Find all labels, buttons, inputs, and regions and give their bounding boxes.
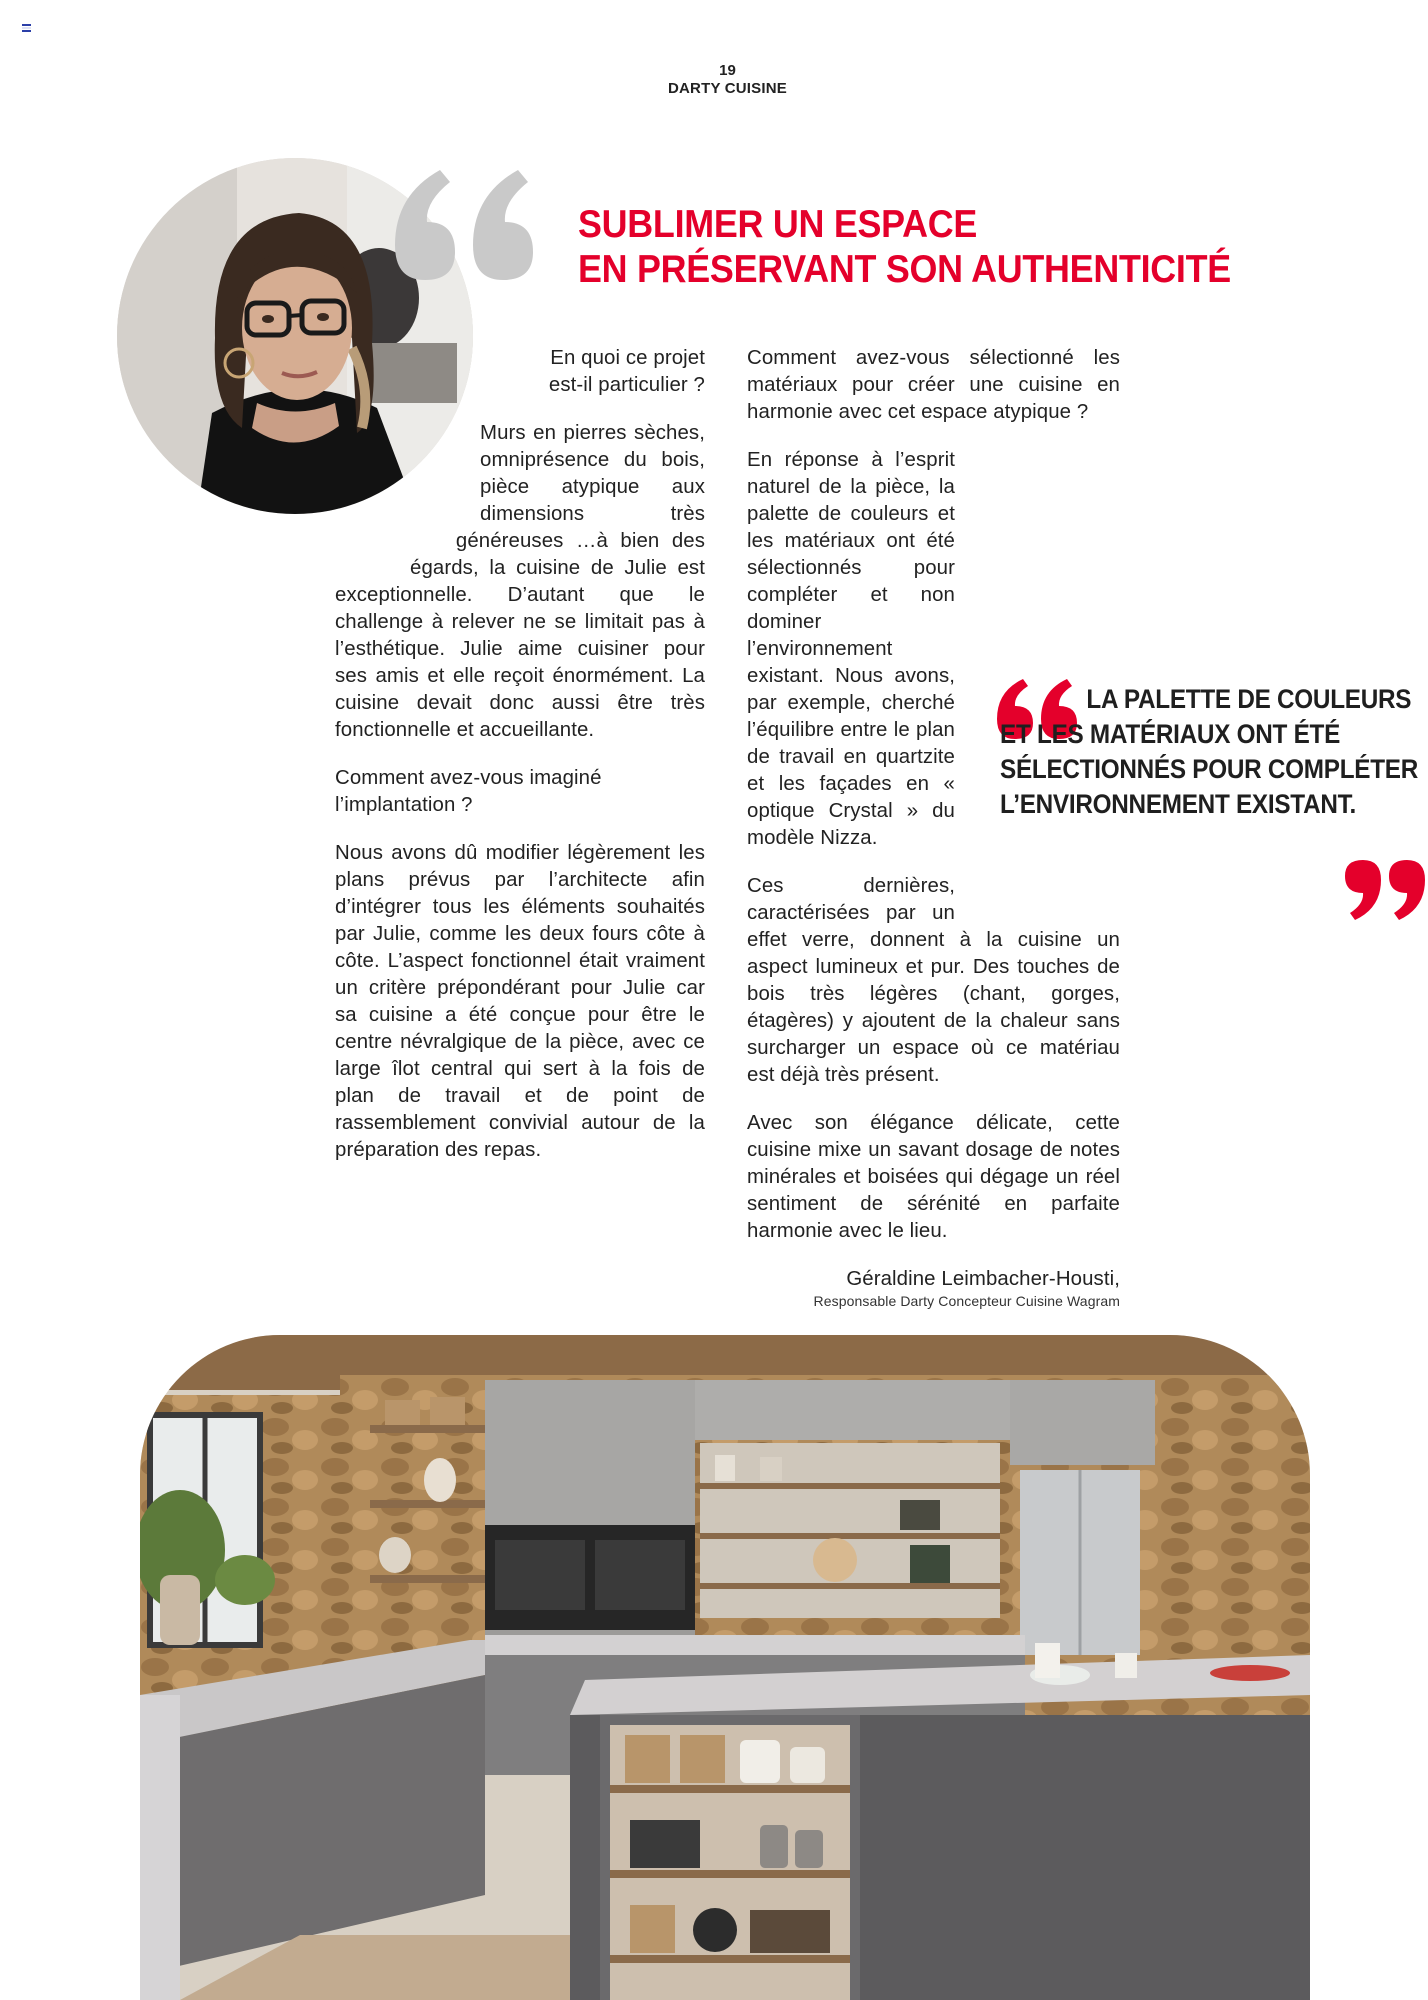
question-3: Comment avez-vous sélectionné les matériaux pour créer une cuisine en harmonie avec cet espace atypique ?: [747, 347, 1120, 423]
headline-line-1: SUBLIMER UN ESPACE: [578, 203, 978, 246]
section-title: DARTY CUISINE: [667, 80, 787, 97]
pull-quote-text: [1000, 682, 1419, 822]
kitchen-photo: [140, 1335, 1310, 2000]
answer-4: Ces dernières, caractérisées par un effet verre, donnent à la cuisine un aspect lumineux et pur. Des touches de bois très légères (chant, gorges, étagères) y ajoutent de la chaleur sans surcharger un espace où ce matériau est déjà très présent.: [747, 875, 1120, 1086]
pull-quote-line-1: LA PALETTE DE COULEURS: [1086, 684, 1412, 714]
question-2: Comment avez-vous imaginé l’implantation ?: [335, 767, 602, 816]
answer-2: Nous avons dû modifier légèrement les plans prévus par l’architecte afin d’intégrer tous les éléments souhaités par Julie, comme les deux fours côte à côte. L’aspect fonctionnel était vraiment un critère prépondérant pour Julie car sa cuisine a été conçue pour être le centre névralgique de la pièce, avec ce large îlot central qui sert à la fois de plan de travail et de point de rassemblement convivial autour de la préparation des repas.: [335, 842, 705, 1161]
article-column-1: [335, 345, 705, 1164]
question-1-line-2: est-il particulier ?: [548, 374, 705, 396]
headline: [578, 202, 1231, 292]
close-quote-icon: [1345, 860, 1428, 922]
pull-quote-line-3: SÉLECTIONNÉS POUR COMPLÉTER: [1000, 754, 1419, 784]
pull-quote: [1000, 682, 1419, 822]
flag-icon: [22, 24, 31, 31]
open-quote-icon: [395, 150, 555, 310]
pull-quote-line-2: ET LES MATÉRIAUX ONT ÉTÉ: [1000, 719, 1341, 749]
answer-1: Murs en pierres sèches, omniprésence du bois, pièce atypique aux dimensions très généreuses …à bien des égards, la cuisine de Julie est exceptionnelle. D’autant que le challenge à relever ne se limitait pas à l’esthétique. Julie aime cuisiner pour ses amis et elle reçoit énormément. La cuisine devait donc aussi être très fonctionnelle et accueillante.: [335, 422, 705, 741]
article-column-2: [747, 345, 1120, 1310]
pull-quote-line-4: L’ENVIRONNEMENT EXISTANT.: [1000, 789, 1356, 819]
signature-role: Responsable Darty Concepteur Cuisine Wagram: [813, 1293, 1120, 1309]
signature-name: Géraldine Leimbacher-Housti,: [846, 1268, 1120, 1290]
answer-3: En réponse à l’esprit naturel de la pièce, la palette de couleurs et les matériaux ont été sélectionnés pour compléter et non dominer l’environnement existant. Nous avons, par exemple, cherché l’équilibre entre le plan de travail en quartzite et les façades en « optique Crystal » du modèle Nizza.: [747, 449, 955, 849]
page-number: 19: [719, 62, 736, 79]
headline-line-2: EN PRÉSERVANT SON AUTHENTICITÉ: [578, 248, 1231, 291]
answer-5: Avec son élégance délicate, cette cuisine mixe un savant dosage de notes minérales et boisées qui dégage un réel sentiment de sérénité en parfaite harmonie avec le lieu.: [747, 1112, 1120, 1242]
question-1-line-1: En quoi ce projet: [550, 347, 705, 369]
